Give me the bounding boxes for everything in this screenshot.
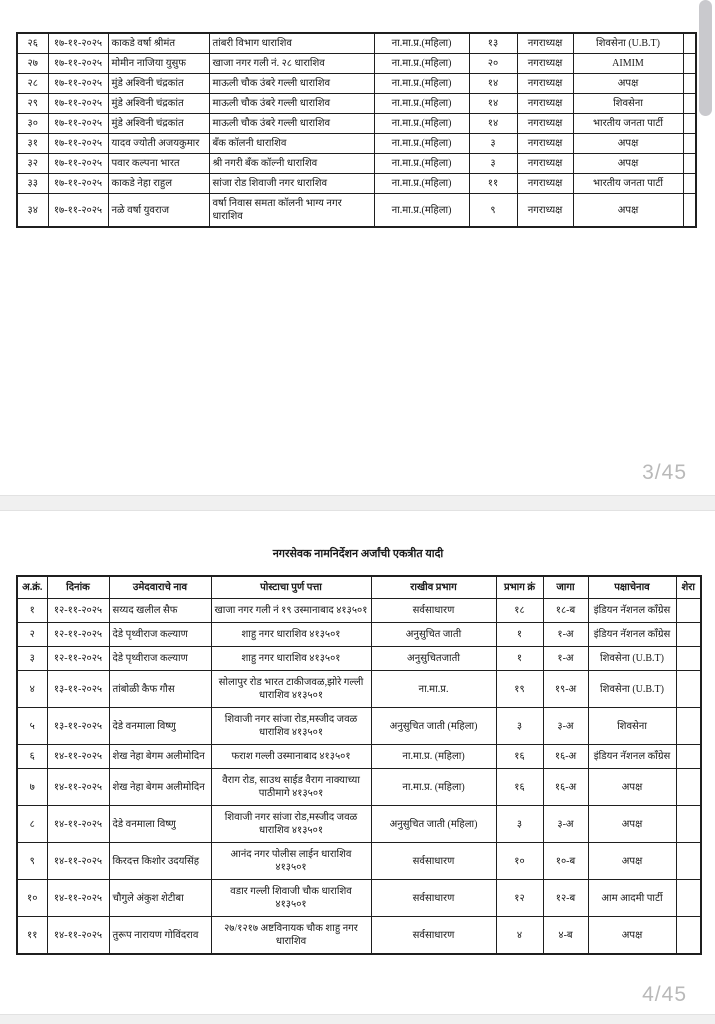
table-body xyxy=(17,33,696,227)
table-cell: नगराध्यक्ष xyxy=(517,54,573,74)
table-cell: १९-अ xyxy=(543,671,588,708)
table-cell: १७-११-२०२५ xyxy=(48,154,108,174)
table-cell: अपक्ष xyxy=(588,917,676,955)
table-cell: ९ xyxy=(469,194,517,228)
table-cell: नगराध्यक्ष xyxy=(517,94,573,114)
table-cell: भारतीय जनता पार्टी xyxy=(573,174,683,194)
table-cell: शेख नेहा बेगम अलीमोदिन xyxy=(109,745,211,769)
column-header: पोस्टाचा पुर्ण पत्ता xyxy=(211,576,371,599)
table-cell: १६ xyxy=(496,745,543,769)
table-row xyxy=(17,94,696,114)
table-row xyxy=(17,599,701,623)
table-cell: ना.मा.प्र.(महिला) xyxy=(374,174,469,194)
table-cell: १४-११-२०२५ xyxy=(47,769,109,806)
table-cell: ३-अ xyxy=(543,708,588,745)
table-cell: अपक्ष xyxy=(588,806,676,843)
table-cell: ना.मा.प्र.(महिला) xyxy=(374,154,469,174)
table-cell: ८ xyxy=(17,806,47,843)
table-cell: इंडियन नॅशनल कॉंग्रेस xyxy=(588,623,676,647)
table-cell: नगराध्यक्ष xyxy=(517,134,573,154)
table-cell: १-अ xyxy=(543,647,588,671)
table-cell: १-अ xyxy=(543,623,588,647)
table-row xyxy=(17,769,701,806)
table-cell: नगराध्यक्ष xyxy=(517,194,573,228)
table-cell xyxy=(683,134,696,154)
table-cell: सोलापुर रोड भारत टाकीजवळ,झोरे गल्ली धाराशिव ४१३५०१ xyxy=(211,671,371,708)
table-cell: माऊली चौक उंबरे गल्ली धाराशिव xyxy=(209,94,374,114)
table-cell: नगराध्यक्ष xyxy=(517,174,573,194)
table-cell xyxy=(683,154,696,174)
table-cell: १७-११-२०२५ xyxy=(48,114,108,134)
table-cell: २८ xyxy=(17,74,48,94)
table-cell: मुंडे अश्विनी चंद्रकांत xyxy=(108,74,209,94)
page-number-label: 3/45 xyxy=(642,461,687,484)
table-cell: ३ xyxy=(17,647,47,671)
table-cell xyxy=(683,33,696,54)
table-cell: १२-११-२०२५ xyxy=(47,647,109,671)
table-cell: ना.मा.प्र.(महिला) xyxy=(374,114,469,134)
table-cell: भारतीय जनता पार्टी xyxy=(573,114,683,134)
table-cell: पवार कल्पना भारत xyxy=(108,154,209,174)
table-cell: श्री नगरी बँक कॉल्नी धाराशिव xyxy=(209,154,374,174)
table-cell: ३० xyxy=(17,114,48,134)
table-cell: नगराध्यक्ष xyxy=(517,154,573,174)
table-cell: २० xyxy=(469,54,517,74)
table-cell: यादव ज्योती अजयकुमार xyxy=(108,134,209,154)
table-cell: अनुसुचित जाती (महिला) xyxy=(371,806,496,843)
table-cell: आनंद नगर पोलीस लाईन धाराशिव ४१३५०१ xyxy=(211,843,371,880)
table-cell xyxy=(676,647,701,671)
table-cell: शिवसेना (U.B.T) xyxy=(588,647,676,671)
table-cell: ४ xyxy=(17,671,47,708)
page-separator xyxy=(0,495,715,511)
table-cell: ना.मा.प्र. (महिला) xyxy=(371,745,496,769)
table-row xyxy=(17,671,701,708)
table-row xyxy=(17,134,696,154)
scrollbar-thumb[interactable] xyxy=(699,0,712,116)
table-row xyxy=(17,623,701,647)
table-cell: १ xyxy=(17,599,47,623)
table-cell: अपक्ष xyxy=(573,154,683,174)
column-header: पक्षाचेनाव xyxy=(588,576,676,599)
table-cell: देडे वनमाला विष्णु xyxy=(109,806,211,843)
table-cell: किरदत्त किशोर उदयसिंह xyxy=(109,843,211,880)
table-cell: ३ xyxy=(469,154,517,174)
table-cell: चौगुले अंकुश शेटीबा xyxy=(109,880,211,917)
table-cell: शिवसेना (U.B.T) xyxy=(588,671,676,708)
table-cell: सर्वसाधारण xyxy=(371,917,496,955)
table-cell: देडे वनमाला विष्णु xyxy=(109,708,211,745)
table-cell: अपक्ष xyxy=(588,769,676,806)
table-cell: तांबोळी कैफ गौस xyxy=(109,671,211,708)
table-cell: AIMIM xyxy=(573,54,683,74)
table-cell: वडार गल्ली शिवाजी चौक धाराशिव ४१३५०१ xyxy=(211,880,371,917)
table-cell: माऊली चौक उंबरे गल्ली धाराशिव xyxy=(209,114,374,134)
table-cell: शिवसेना xyxy=(573,94,683,114)
table-cell: शाहु नगर धाराशिव ४१३५०१ xyxy=(211,647,371,671)
table-cell: १७-११-२०२५ xyxy=(48,74,108,94)
table-cell: अनुसुचित जाती (महिला) xyxy=(371,708,496,745)
table-row xyxy=(17,880,701,917)
table-cell: शिवाजी नगर सांजा रोड,मस्जीद जवळ धाराशिव ४१३५०१ xyxy=(211,708,371,745)
table-cell: १ xyxy=(496,623,543,647)
table-cell: ना.मा.प्र.(महिला) xyxy=(374,74,469,94)
table-cell xyxy=(683,94,696,114)
table-cell xyxy=(676,769,701,806)
table-cell: १४-११-२०२५ xyxy=(47,806,109,843)
table-cell: ना.मा.प्र.(महिला) xyxy=(374,54,469,74)
nomination-table-page3 xyxy=(16,32,697,228)
column-header: उमेदवाराचे नाव xyxy=(109,576,211,599)
table-cell: १९ xyxy=(496,671,543,708)
table-cell: काकडे नेहा राहुल xyxy=(108,174,209,194)
table-cell: मोमीन नाजिया युसुफ xyxy=(108,54,209,74)
table-body xyxy=(17,599,701,955)
table-cell: १४ xyxy=(469,114,517,134)
table-row xyxy=(17,114,696,134)
table-cell: आम आदमी पार्टी xyxy=(588,880,676,917)
table-cell: १० xyxy=(496,843,543,880)
table-cell: अपक्ष xyxy=(573,194,683,228)
table-cell: वर्षा निवास समता कॉलनी भाग्य नगर धाराशिव xyxy=(209,194,374,228)
table-cell: ११ xyxy=(17,917,47,955)
page-number-label: 4/45 xyxy=(642,983,687,1006)
column-header: दिनांक xyxy=(47,576,109,599)
table-cell: ना.मा.प्र.(महिला) xyxy=(374,94,469,114)
table-cell: १२-११-२०२५ xyxy=(47,623,109,647)
table-cell: शिवाजी नगर सांजा रोड,मस्जीद जवळ धाराशिव ४१३५०१ xyxy=(211,806,371,843)
table-cell: २७ xyxy=(17,54,48,74)
table-cell: ७ xyxy=(17,769,47,806)
table-cell: १७-११-२०२५ xyxy=(48,194,108,228)
column-header: प्रभाग क्रं xyxy=(496,576,543,599)
table-row xyxy=(17,647,701,671)
table-row xyxy=(17,74,696,94)
table-cell: खाजा नगर गली नं. २८ धाराशिव xyxy=(209,54,374,74)
table-cell: शाहु नगर धाराशिव ४१३५०१ xyxy=(211,623,371,647)
table-cell: १४-११-२०२५ xyxy=(47,745,109,769)
table-cell: ११ xyxy=(469,174,517,194)
table-cell: १० xyxy=(17,880,47,917)
table-cell: १७-११-२०२५ xyxy=(48,54,108,74)
table-cell: १६-अ xyxy=(543,769,588,806)
table-row xyxy=(17,54,696,74)
table-cell: १७-११-२०२५ xyxy=(48,134,108,154)
table-cell: मुंडे अश्विनी चंद्रकांत xyxy=(108,94,209,114)
table-cell: १०-ब xyxy=(543,843,588,880)
table-cell: ९ xyxy=(17,843,47,880)
table-cell: ५ xyxy=(17,708,47,745)
table-header xyxy=(17,576,701,599)
table-cell: २७/१२१७ अष्टविनायक चौक शाहु नगर धाराशिव xyxy=(211,917,371,955)
table-cell xyxy=(676,599,701,623)
table-cell: देडे पृथ्वीराज कल्याण xyxy=(109,623,211,647)
table-cell xyxy=(676,671,701,708)
table-cell: १४-११-२०२५ xyxy=(47,880,109,917)
table-cell: अपक्ष xyxy=(573,74,683,94)
column-header: अ.क्रं. xyxy=(17,576,47,599)
table-cell: नगराध्यक्ष xyxy=(517,114,573,134)
page-separator xyxy=(0,1014,715,1024)
table-cell xyxy=(683,74,696,94)
table-cell: ४ xyxy=(496,917,543,955)
table-cell xyxy=(683,194,696,228)
table-cell: अपक्ष xyxy=(573,134,683,154)
table-cell: ३३ xyxy=(17,174,48,194)
table-cell: देडे पृथ्वीराज कल्याण xyxy=(109,647,211,671)
table-cell: ना.मा.प्र.(महिला) xyxy=(374,33,469,54)
table-cell: सर्वसाधारण xyxy=(371,843,496,880)
table-cell: अपक्ष xyxy=(588,843,676,880)
table-cell: सय्यद खलील सैफ xyxy=(109,599,211,623)
table-cell: शिवसेना xyxy=(588,708,676,745)
table-cell: तुरूप नारायण गोविंदराव xyxy=(109,917,211,955)
table-cell: नगराध्यक्ष xyxy=(517,33,573,54)
table-cell: ४-ब xyxy=(543,917,588,955)
table-cell: १३-११-२०२५ xyxy=(47,708,109,745)
table-cell: नगराध्यक्ष xyxy=(517,74,573,94)
table-cell xyxy=(676,843,701,880)
column-header: शेरा xyxy=(676,576,701,599)
table-cell: ना.मा.प्र.(महिला) xyxy=(374,134,469,154)
table-header-row xyxy=(17,576,701,599)
table-cell xyxy=(676,880,701,917)
table-row xyxy=(17,194,696,228)
table-cell: १४-११-२०२५ xyxy=(47,843,109,880)
table-cell xyxy=(683,114,696,134)
column-header: राखीव प्रभाग xyxy=(371,576,496,599)
table-cell: सांजा रोड शिवाजी नगर धाराशिव xyxy=(209,174,374,194)
column-header: जागा xyxy=(543,576,588,599)
table-cell: शेख नेहा बेगम अलीमोदिन xyxy=(109,769,211,806)
table-cell: १७-११-२०२५ xyxy=(48,33,108,54)
table-cell xyxy=(676,708,701,745)
table-row xyxy=(17,806,701,843)
table-cell: ३ xyxy=(496,708,543,745)
table-cell: १८-ब xyxy=(543,599,588,623)
table-cell: नळे वर्षा युवराज xyxy=(108,194,209,228)
table-row xyxy=(17,917,701,955)
table-cell xyxy=(683,174,696,194)
table-cell: शिवसेना (U.B.T) xyxy=(573,33,683,54)
table-cell: १७-११-२०२५ xyxy=(48,174,108,194)
table-cell: ना.मा.प्र. xyxy=(371,671,496,708)
table-cell: ना.मा.प्र. (महिला) xyxy=(371,769,496,806)
table-cell: १२ xyxy=(496,880,543,917)
table-cell: बँक कॉलनी धाराशिव xyxy=(209,134,374,154)
table-cell xyxy=(676,745,701,769)
table-cell xyxy=(683,54,696,74)
table-cell: ना.मा.प्र.(महिला) xyxy=(374,194,469,228)
table-cell: १८ xyxy=(496,599,543,623)
table-cell: २ xyxy=(17,623,47,647)
table-cell: ३१ xyxy=(17,134,48,154)
table-cell: २९ xyxy=(17,94,48,114)
table-cell: १६ xyxy=(496,769,543,806)
table-cell: १४-११-२०२५ xyxy=(47,917,109,955)
table-cell: मुंडे अश्विनी चंद्रकांत xyxy=(108,114,209,134)
table-cell: २६ xyxy=(17,33,48,54)
table-cell: इंडियन नॅशनल कॉंग्रेस xyxy=(588,599,676,623)
table-row xyxy=(17,33,696,54)
table-cell: ३२ xyxy=(17,154,48,174)
table-cell: १६-अ xyxy=(543,745,588,769)
table-cell: ६ xyxy=(17,745,47,769)
table-cell: १२-११-२०२५ xyxy=(47,599,109,623)
table-row xyxy=(17,174,696,194)
table-cell xyxy=(676,623,701,647)
table-cell: फराश गल्ली उस्मानाबाद ४१३५०१ xyxy=(211,745,371,769)
table-cell: माऊली चौक उंबरे गल्ली धाराशिव xyxy=(209,74,374,94)
table-cell: १४ xyxy=(469,94,517,114)
table-row xyxy=(17,154,696,174)
table-cell: १३ xyxy=(469,33,517,54)
table-cell: ३ xyxy=(469,134,517,154)
table-cell: १२-ब xyxy=(543,880,588,917)
table-cell: १४ xyxy=(469,74,517,94)
nomination-table-page4 xyxy=(16,575,702,955)
table-row xyxy=(17,843,701,880)
table-cell: काकडे वर्षा श्रीमंत xyxy=(108,33,209,54)
table-cell xyxy=(676,917,701,955)
page-title: नगरसेवक नामनिर्देशन अर्जांची एकत्रीत यादी xyxy=(272,548,444,560)
table-cell: १ xyxy=(496,647,543,671)
table-row xyxy=(17,745,701,769)
table-cell: इंडियन नॅशनल कॉंग्रेस xyxy=(588,745,676,769)
table-cell: सर्वसाधारण xyxy=(371,599,496,623)
table-cell: ३-अ xyxy=(543,806,588,843)
table-cell xyxy=(676,806,701,843)
table-cell: वैराग रोड, साउथ साईड वैराग नाक्याच्या पाठीमागे ४१३५०१ xyxy=(211,769,371,806)
table-cell: खाजा नगर गली नं १९ उस्मानाबाद ४१३५०१ xyxy=(211,599,371,623)
table-row xyxy=(17,708,701,745)
table-cell: १३-११-२०२५ xyxy=(47,671,109,708)
table-cell: अनुसुचित जाती xyxy=(371,623,496,647)
table-cell: तांबरी विभाग धाराशिव xyxy=(209,33,374,54)
table-cell: १७-११-२०२५ xyxy=(48,94,108,114)
table-cell: सर्वसाधारण xyxy=(371,880,496,917)
table-cell: अनुसुचितजाती xyxy=(371,647,496,671)
table-cell: ३४ xyxy=(17,194,48,228)
table-cell: ३ xyxy=(496,806,543,843)
